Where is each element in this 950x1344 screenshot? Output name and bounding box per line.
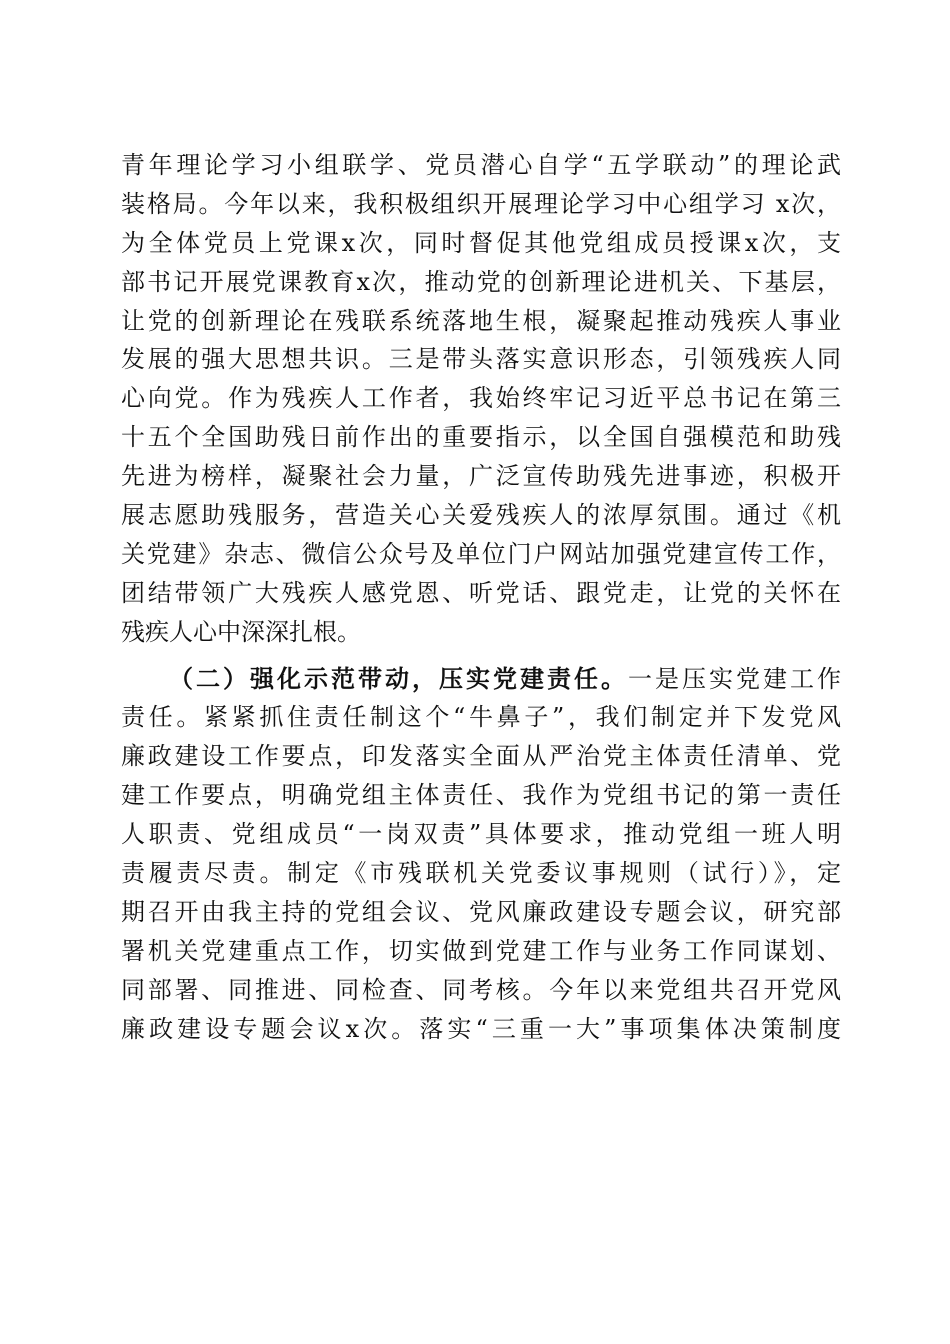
paragraph-gap: [121, 652, 841, 660]
text-line: 为全体党员上党课x次，同时督促其他党组成员授课x次，支: [121, 228, 841, 257]
text-line: 人职责、党组成员“一岗双责”具体要求，推动党组一班人明: [121, 820, 841, 849]
text-line: 廉政建设工作要点，印发落实全面从严治党主体责任清单、党: [121, 742, 841, 771]
text-line: 责履责尽责。制定《市残联机关党委议事规则（试行）》，定: [121, 859, 841, 888]
text-line: 发展的强大思想共识。三是带头落实意识形态，引领残疾人同: [121, 345, 841, 374]
text-line: 部书记开展党课教育x次，推动党的创新理论进机关、下基层，: [121, 267, 841, 296]
paragraph-2-first-line-rest: 一是压实党建工作: [628, 664, 841, 693]
text-line: 团结带领广大残疾人感党恩、听党话、跟党走，让党的关怀在: [121, 578, 841, 607]
paragraph-2-first-line: [121, 660, 841, 699]
paragraph-2: [121, 660, 841, 1049]
text-line: 廉政建设专题会议x次。落实“三重一大”事项集体决策制度: [121, 1014, 841, 1043]
section-heading: （二）强化示范带动，压实党建责任。: [169, 663, 628, 693]
text-line: 展志愿助残服务，营造关心关爱残疾人的浓厚氛围。通过《机: [121, 501, 841, 530]
document-body: [121, 146, 841, 1048]
text-line: 青年理论学习小组联学、党员潜心自学“五学联动”的理论武: [121, 151, 841, 179]
text-line: 残疾人心中深深扎根。: [121, 617, 361, 646]
text-line: 关党建》杂志、微信公众号及单位门户网站加强党建宣传工作，: [121, 539, 841, 568]
paragraph-1: [121, 146, 841, 652]
text-line: 先进为榜样，凝聚社会力量，广泛宣传助残先进事迹，积极开: [121, 462, 841, 491]
text-line: 心向党。作为残疾人工作者，我始终牢记习近平总书记在第三: [121, 384, 841, 413]
text-line: 同部署、同推进、同检查、同考核。今年以来党组共召开党风: [121, 975, 841, 1004]
text-line: 让党的创新理论在残联系统落地生根，凝聚起推动残疾人事业: [121, 306, 841, 335]
text-line: 装格局。今年以来，我积极组织开展理论学习中心组学习 x次，: [121, 189, 841, 218]
text-line: 责任。紧紧抓住责任制这个“牛鼻子”，我们制定并下发党风: [121, 703, 841, 732]
text-line: 建工作要点，明确党组主体责任、我作为党组书记的第一责任: [121, 781, 841, 810]
text-line: 期召开由我主持的党组会议、党风廉政建设专题会议，研究部: [121, 897, 841, 926]
text-line: 署机关党建重点工作，切实做到党建工作与业务工作同谋划、: [121, 936, 841, 965]
text-line: 十五个全国助残日前作出的重要指示，以全国自强模范和助残: [121, 423, 841, 452]
